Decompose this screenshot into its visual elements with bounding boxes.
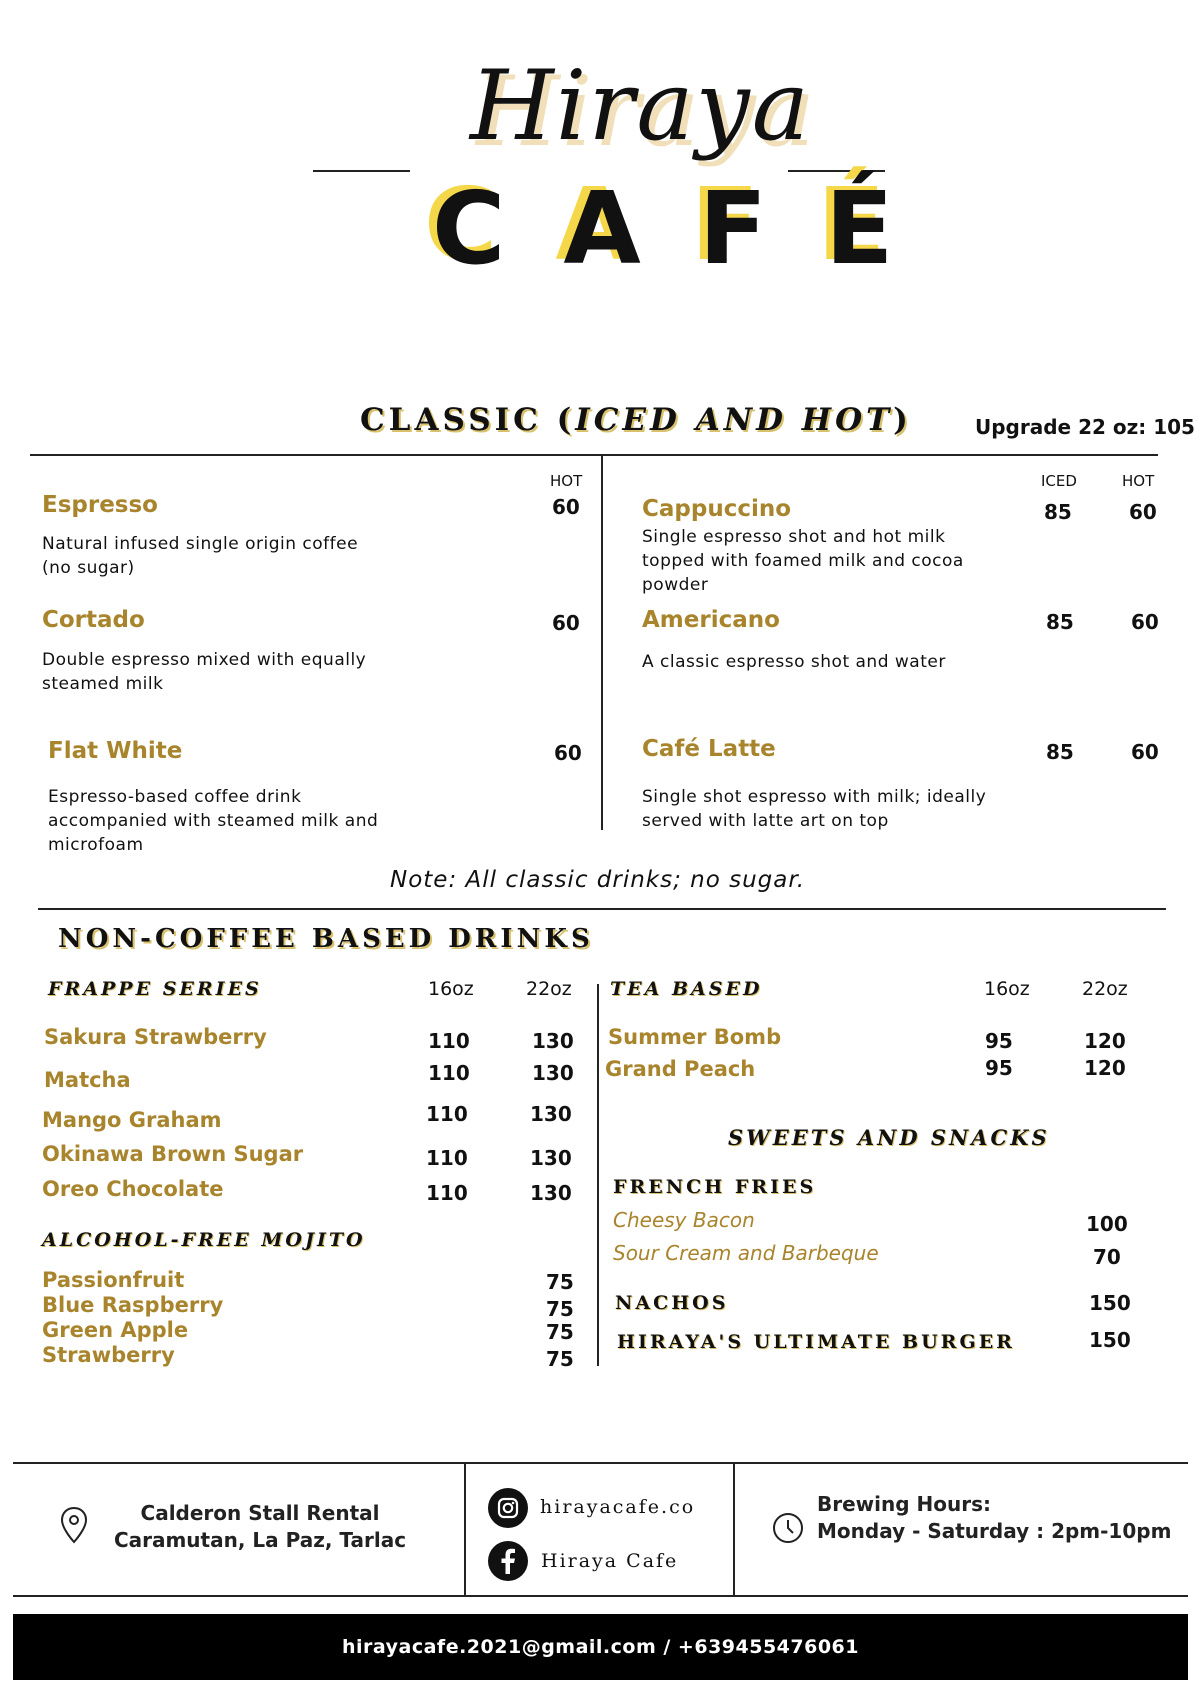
footer-address: Calderon Stall Rental Caramutan, La Paz, Tarlac xyxy=(113,1501,407,1552)
desc-espresso: Natural infused single origin coffee (no sugar) xyxy=(42,534,359,578)
frappe-col-22oz: 22oz xyxy=(526,978,572,1000)
frappe-price-16: 110 xyxy=(426,1102,468,1126)
frappe-item: Mango Graham xyxy=(42,1108,222,1132)
frappe-price-16: 110 xyxy=(428,1029,470,1053)
facebook-handle[interactable]: Hiraya Cafe xyxy=(541,1550,679,1572)
item-flat-white: Flat White xyxy=(48,738,183,764)
tea-title: TEA BASED xyxy=(610,978,763,1000)
frappe-price-16: 110 xyxy=(426,1181,468,1205)
instagram-icon[interactable] xyxy=(488,1488,528,1533)
price-americano-hot: 60 xyxy=(1131,610,1159,634)
location-pin-icon xyxy=(60,1506,88,1549)
tea-item: Grand Peach xyxy=(605,1057,756,1081)
desc-cafe-latte: Single shot espresso with milk; ideally served with latte art on top xyxy=(642,787,987,831)
desc-cappuccino: Single espresso shot and hot milk topped with foamed milk and cocoa powder xyxy=(642,527,964,595)
price-cappuccino-iced: 85 xyxy=(1044,500,1072,524)
classic-divider-vertical xyxy=(601,456,603,830)
frappe-price-16: 110 xyxy=(428,1061,470,1085)
footer-divider-top xyxy=(13,1462,1188,1464)
footer-divider-1 xyxy=(464,1462,466,1597)
item-americano: Americano xyxy=(642,607,780,633)
nachos-price: 150 xyxy=(1089,1291,1131,1315)
frappe-price-22: 130 xyxy=(530,1146,572,1170)
fries-price: 70 xyxy=(1093,1245,1121,1269)
contact-bar xyxy=(13,1614,1188,1680)
mojito-item: Blue Raspberry xyxy=(42,1293,224,1317)
frappe-title: FRAPPE SERIES xyxy=(48,978,262,1000)
contact-text: hirayacafe.2021@gmail.com / +639455476061 xyxy=(342,1636,859,1658)
burger-title: HIRAYA'S ULTIMATE BURGER xyxy=(617,1331,1015,1353)
frappe-price-22: 130 xyxy=(532,1029,574,1053)
noncoffee-divider-vertical xyxy=(597,984,599,1366)
clock-icon xyxy=(772,1512,804,1549)
logo-script: Hiraya xyxy=(470,50,812,162)
tea-item: Summer Bomb xyxy=(608,1025,782,1049)
frappe-item: Oreo Chocolate xyxy=(42,1177,224,1201)
sweets-title: SWEETS AND SNACKS xyxy=(728,1125,1050,1150)
price-cafe-latte-iced: 85 xyxy=(1046,740,1074,764)
classic-title-post: ) xyxy=(893,402,912,438)
classic-divider-top xyxy=(30,454,1158,456)
logo-cafe: CAFÉ xyxy=(432,170,952,287)
desc-flat-white: Espresso-based coffee drink accompanied with steamed milk and microfoam xyxy=(48,787,379,855)
logo xyxy=(0,30,1200,290)
mojito-price: 75 xyxy=(546,1320,574,1344)
price-cortado-hot: 60 xyxy=(552,611,580,635)
footer-divider-2 xyxy=(733,1462,735,1597)
item-espresso: Espresso xyxy=(42,492,158,518)
tea-price-22: 120 xyxy=(1084,1029,1126,1053)
fries-title: FRENCH FRIES xyxy=(613,1176,817,1198)
frappe-col-16oz: 16oz xyxy=(428,978,474,1000)
classic-title-italic: ICED AND HOT xyxy=(575,402,894,438)
classic-title-pre: CLASSIC ( xyxy=(360,402,576,438)
price-flat-white-hot: 60 xyxy=(554,741,582,765)
mojito-price: 75 xyxy=(546,1270,574,1294)
price-cafe-latte-hot: 60 xyxy=(1131,740,1159,764)
classic-note: Note: All classic drinks; no sugar. xyxy=(390,867,806,893)
col-hot-left: HOT xyxy=(550,472,583,490)
fries-price: 100 xyxy=(1086,1212,1128,1236)
price-espresso-hot: 60 xyxy=(552,495,580,519)
mojito-price: 75 xyxy=(546,1347,574,1371)
mojito-title: ALCOHOL-FREE MOJITO xyxy=(42,1229,366,1251)
tea-price-22: 120 xyxy=(1084,1056,1126,1080)
desc-americano: A classic espresso shot and water xyxy=(642,652,946,672)
col-hot-right: HOT xyxy=(1122,472,1155,490)
col-iced-right: ICED xyxy=(1041,472,1077,490)
upgrade-note: Upgrade 22 oz: 105 xyxy=(975,415,1195,439)
burger-price: 150 xyxy=(1089,1328,1131,1352)
item-cortado: Cortado xyxy=(42,607,145,633)
frappe-item: Matcha xyxy=(44,1068,131,1092)
classic-divider-bottom xyxy=(38,908,1166,910)
item-cappuccino: Cappuccino xyxy=(642,496,792,522)
item-cafe-latte: Café Latte xyxy=(642,736,776,762)
tea-col-22oz: 22oz xyxy=(1082,978,1128,1000)
tea-col-16oz: 16oz xyxy=(984,978,1030,1000)
mojito-item: Strawberry xyxy=(42,1343,175,1367)
instagram-handle[interactable]: hirayacafe.co xyxy=(540,1496,696,1518)
logo-line-left xyxy=(313,170,410,172)
frappe-price-22: 130 xyxy=(530,1102,572,1126)
price-cappuccino-hot: 60 xyxy=(1129,500,1157,524)
desc-cortado: Double espresso mixed with equally steamed milk xyxy=(42,650,367,694)
mojito-price: 75 xyxy=(546,1297,574,1321)
price-americano-iced: 85 xyxy=(1046,610,1074,634)
classic-title xyxy=(360,402,912,438)
frappe-price-16: 110 xyxy=(426,1146,468,1170)
footer-divider-bottom xyxy=(13,1595,1188,1597)
tea-price-16: 95 xyxy=(985,1056,1013,1080)
tea-price-16: 95 xyxy=(985,1029,1013,1053)
frappe-item: Okinawa Brown Sugar xyxy=(42,1142,304,1166)
mojito-item: Green Apple xyxy=(42,1318,189,1342)
facebook-icon[interactable] xyxy=(488,1541,528,1586)
frappe-price-22: 130 xyxy=(530,1181,572,1205)
frappe-item: Sakura Strawberry xyxy=(44,1025,267,1049)
mojito-item: Passionfruit xyxy=(42,1268,185,1292)
noncoffee-title: NON-COFFEE BASED DRINKS xyxy=(58,924,594,954)
fries-item: Cheesy Bacon xyxy=(613,1208,755,1232)
frappe-price-22: 130 xyxy=(532,1061,574,1085)
nachos-title: NACHOS xyxy=(615,1292,729,1314)
footer-hours: Brewing Hours: Monday - Saturday : 2pm-10pm xyxy=(817,1492,1172,1543)
fries-item: Sour Cream and Barbeque xyxy=(613,1241,879,1265)
